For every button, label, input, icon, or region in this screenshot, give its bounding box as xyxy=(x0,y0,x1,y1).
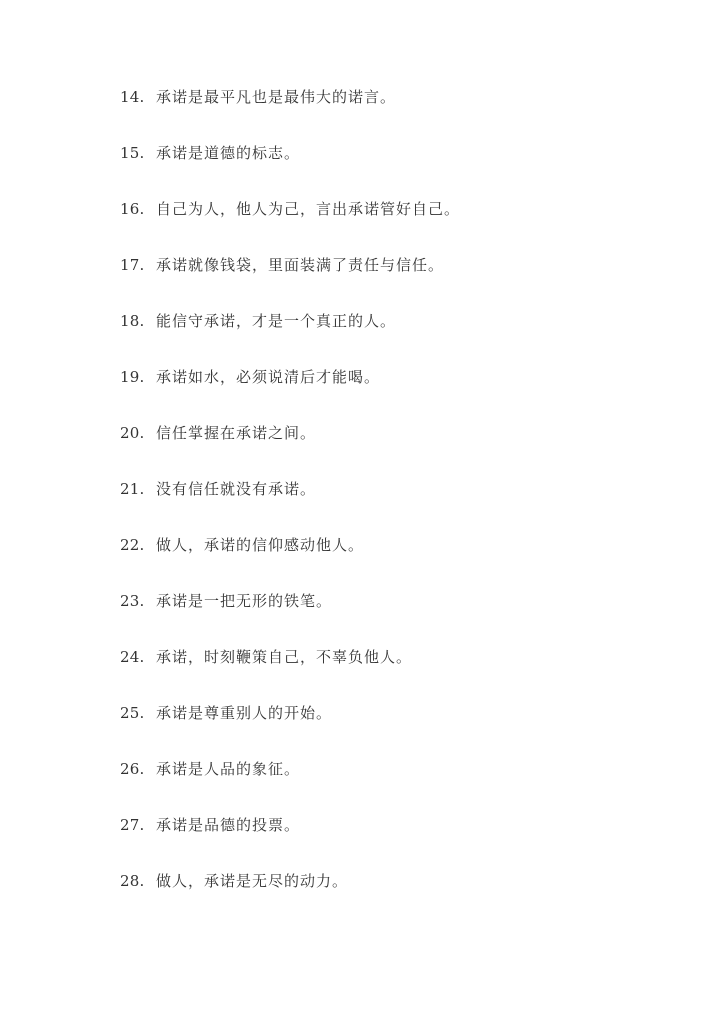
list-item xyxy=(120,86,460,142)
numbered-list xyxy=(120,86,460,926)
item-text: 做人，承诺的信仰感动他人。 xyxy=(156,536,365,554)
list-item xyxy=(120,422,460,478)
item-text: 承诺是最平凡也是最伟大的诺言。 xyxy=(156,88,397,106)
item-number: 16. xyxy=(120,200,145,218)
item-text: 信任掌握在承诺之间。 xyxy=(156,424,317,442)
item-number: 27. xyxy=(120,816,145,834)
list-item xyxy=(120,478,460,534)
item-text: 自己为人，他人为己，言出承诺管好自己。 xyxy=(156,200,461,218)
list-item xyxy=(120,254,460,310)
list-item xyxy=(120,142,460,198)
item-number: 24. xyxy=(120,648,145,666)
item-text: 承诺是人品的象征。 xyxy=(156,760,301,778)
item-number: 15. xyxy=(120,144,145,162)
list-item xyxy=(120,646,460,702)
item-number: 14. xyxy=(120,88,145,106)
list-item xyxy=(120,870,460,926)
list-item xyxy=(120,758,460,814)
list-item xyxy=(120,310,460,366)
item-text: 承诺是品德的投票。 xyxy=(156,816,301,834)
item-text: 承诺是一把无形的铁笔。 xyxy=(156,592,333,610)
item-text: 没有信任就没有承诺。 xyxy=(156,480,317,498)
item-text: 承诺如水，必须说清后才能喝。 xyxy=(156,368,381,386)
list-item xyxy=(120,198,460,254)
item-number: 28. xyxy=(120,872,145,890)
item-text: 承诺，时刻鞭策自己，不辜负他人。 xyxy=(156,648,413,666)
item-number: 19. xyxy=(120,368,145,386)
item-number: 23. xyxy=(120,592,145,610)
item-number: 22. xyxy=(120,536,145,554)
list-item xyxy=(120,534,460,590)
list-item xyxy=(120,366,460,422)
item-number: 20. xyxy=(120,424,145,442)
item-text: 能信守承诺，才是一个真正的人。 xyxy=(156,312,397,330)
item-text: 承诺就像钱袋，里面装满了责任与信任。 xyxy=(156,256,445,274)
list-item xyxy=(120,814,460,870)
item-number: 17. xyxy=(120,256,145,274)
item-text: 承诺是尊重别人的开始。 xyxy=(156,704,333,722)
item-number: 21. xyxy=(120,480,145,498)
item-text: 承诺是道德的标志。 xyxy=(156,144,301,162)
list-item xyxy=(120,590,460,646)
list-item xyxy=(120,702,460,758)
item-text: 做人，承诺是无尽的动力。 xyxy=(156,872,349,890)
item-number: 25. xyxy=(120,704,145,722)
item-number: 26. xyxy=(120,760,145,778)
item-number: 18. xyxy=(120,312,145,330)
